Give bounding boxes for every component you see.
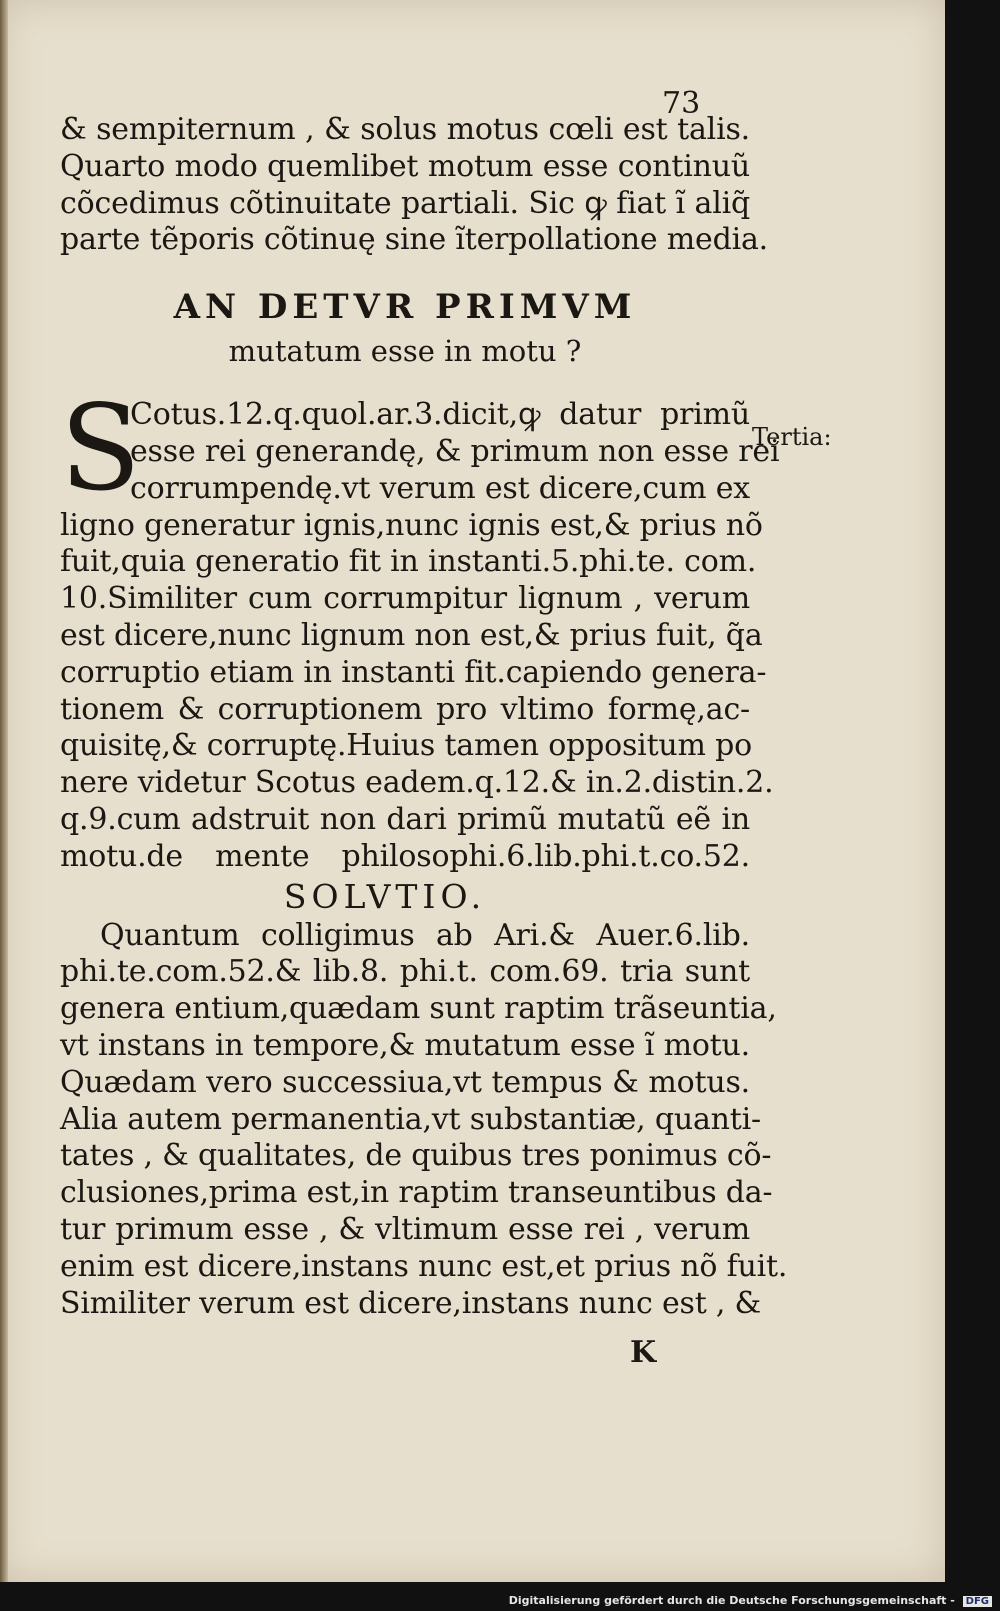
text-line: corrumpendę.vt verum est dicere,cum ex	[130, 470, 750, 506]
page-number: 73	[662, 86, 701, 121]
section-subheading: mutatum esse in motu ?	[228, 334, 582, 369]
text-line: genera entium,quædam sunt raptim trãseuntia,	[60, 991, 777, 1027]
text-line: Similiter verum est dicere,instans nunc est , &	[60, 1285, 762, 1321]
text-line: est dicere,nunc lignum non est,& prius fuit, q̃a	[60, 617, 763, 653]
text-line: 10.Similiter cum corrumpitur lignum , verum	[60, 581, 750, 617]
text-line: esse rei generandę, & primum non esse rei	[130, 433, 780, 469]
text-line: vt instans in tempore,& mutatum esse ĩ motu.	[60, 1027, 750, 1063]
dfg-logo: DFG	[963, 1596, 992, 1607]
margin-note: Tertia:	[752, 423, 832, 451]
text-line: q.9.cum adstruit non dari primũ mutatũ eẽ in	[60, 801, 750, 837]
text-line: & sempiternum , & solus motus cœli est talis.	[60, 112, 750, 147]
signature-mark: K	[630, 1335, 657, 1370]
text-line: cõcedimus cõtinuitate partiali. Sic ꝙ fiat ĩ aliq̃	[60, 185, 750, 221]
text-line: Quarto modo quemlibet motum esse continuũ	[60, 148, 750, 184]
text-line: corruptio etiam in instanti fit.capiendo genera-	[60, 654, 767, 690]
text-line: ligno generatur ignis,nunc ignis est,& prius nõ	[60, 507, 763, 543]
drop-cap-paragraph	[60, 379, 780, 518]
text-line: nere videtur Scotus eadem.q.12.& in.2.distin.2.	[60, 765, 774, 801]
text-line: Alia autem permanentia,vt substantiæ, quanti-	[60, 1101, 761, 1137]
book-spine	[0, 0, 8, 1582]
text-line: quisitę,& corruptę.Huius tamen oppositum po	[60, 728, 752, 764]
text-line: tur primum esse , & vltimum esse rei , verum	[60, 1211, 750, 1247]
solutio-heading: SOLVTIO.	[283, 876, 487, 916]
text-line: fuit,quia generatio fit in instanti.5.phi.te. com.	[60, 544, 757, 580]
text-line: tionem & corruptionem pro vltimo formę,ac-	[60, 691, 750, 727]
text-line: Cotus.12.q.quol.ar.3.dicit,ꝙ datur primũ	[130, 397, 750, 433]
footer-text: Digitalisierung gefördert durch die Deutsche Forschungsgemeinschaft -	[508, 1594, 955, 1607]
text-block	[60, 112, 788, 1322]
text-line: enim est dicere,instans nunc est,et prius nõ fuit.	[60, 1248, 788, 1284]
text-line: Quædam vero successiua,vt tempus & motus.	[60, 1064, 750, 1100]
text-line: motu.de mente philosophi.6.lib.phi.t.co.52.	[60, 838, 750, 874]
drop-cap: S	[60, 379, 141, 518]
text-line: phi.te.com.52.& lib.8. phi.t. com.69. tria sunt	[60, 954, 750, 990]
text-line: Quantum colligimus ab Ari.& Auer.6.lib.	[100, 917, 750, 953]
text-line: parte tẽporis cõtinuę sine ĩterpollatione media.	[60, 222, 768, 258]
text-line: clusiones,prima est,in raptim transeuntibus da-	[60, 1175, 773, 1211]
digitization-footer	[509, 1594, 992, 1607]
text-line: tates , & qualitates, de quibus tres ponimus cõ-	[60, 1138, 772, 1174]
section-heading: AN DETVR PRIMVM	[173, 287, 637, 328]
